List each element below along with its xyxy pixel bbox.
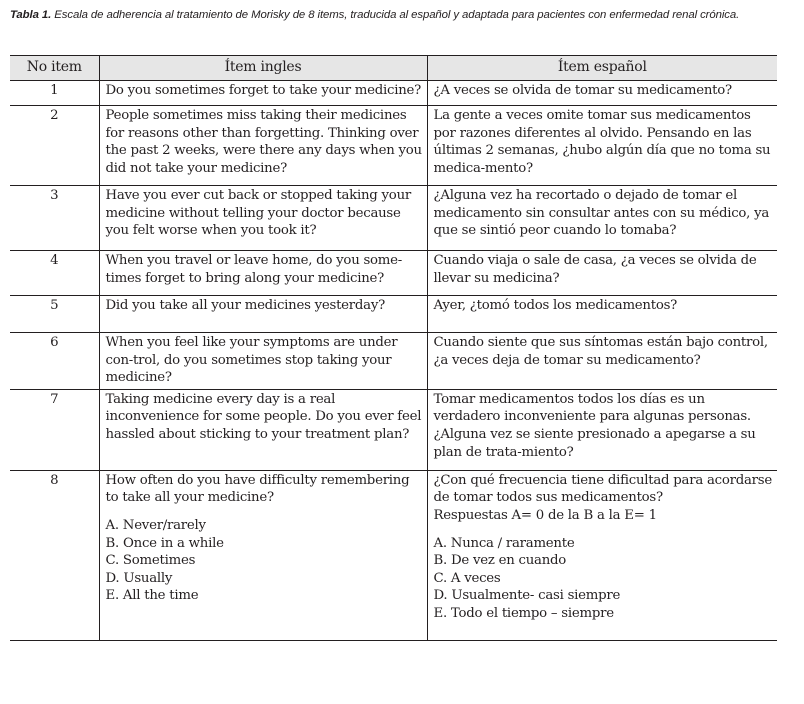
option-a: A. Never/rarely [105, 517, 206, 533]
item-number: 8 [10, 470, 99, 640]
item-spanish: ¿Alguna vez ha recortado o dejado de tomar el medicamento sin consultar antes con su médico, ya que se sintió peor cuando lo tomaba? [427, 186, 777, 251]
option-e: E. Todo el tiempo – siempre [433, 605, 614, 621]
table-row [10, 296, 777, 333]
item-number: 2 [10, 106, 99, 186]
item-spanish: Cuando siente que sus síntomas están bajo control, ¿a veces deja de tomar su medicamento? [427, 333, 777, 390]
item-number: 6 [10, 333, 99, 390]
table-row [10, 251, 777, 296]
item-english: Have you ever cut back or stopped taking your medicine without telling your doctor because you felt worse when you took it? [99, 186, 427, 251]
item-english: Do you sometimes forget to take your medicine? [99, 81, 427, 106]
option-b: B. De vez en cuando [433, 553, 567, 569]
item-spanish: La gente a veces omite tomar sus medicamentos por razones diferentes al olvido. Pensando en las últimas 2 semanas, ¿hubo algún día que no toma su medica-mento? [427, 106, 777, 186]
morisky-scale-table [10, 55, 777, 641]
option-d: D. Usually [105, 570, 173, 586]
item-english: When you travel or leave home, do you some-times forget to bring along your medicine? [99, 251, 427, 296]
table-row [10, 186, 777, 251]
header-item-spanish: Ítem español [427, 56, 777, 81]
table-row [10, 106, 777, 186]
table-row [10, 470, 777, 640]
item-spanish-cell [427, 470, 777, 640]
item-spanish: Ayer, ¿tomó todos los medicamentos? [427, 296, 777, 333]
option-b: B. Once in a while [105, 535, 224, 551]
item-english: Did you take all your medicines yesterday? [99, 296, 427, 333]
item-spanish: ¿A veces se olvida de tomar su medicamento? [427, 81, 777, 106]
table-row [10, 389, 777, 470]
option-c: C. Sometimes [105, 553, 196, 569]
item-english: When you feel like your symptoms are under con-trol, do you sometimes stop taking your medicine? [99, 333, 427, 390]
item-number: 7 [10, 389, 99, 470]
header-item-english: Ítem ingles [99, 56, 427, 81]
scoring-note: Respuestas A= 0 de la B a la E= 1 [433, 507, 657, 523]
item-english: People sometimes miss taking their medicines for reasons other than forgetting. Thinking over the past 2 weeks, were there any days when you did not take your medicine? [99, 106, 427, 186]
table-caption [10, 6, 780, 25]
item-spanish: Tomar medicamentos todos los días es un verdadero inconveniente para algunas personas. ¿Alguna vez se siente presionado a apegarse a su plan de trata-miento? [427, 389, 777, 470]
item-number: 4 [10, 251, 99, 296]
item-spanish: ¿Con qué frecuencia tiene dificultad para acordarse de tomar todos sus medicamentos? [433, 472, 772, 506]
item-english: How often do you have difficulty remembering to take all your medicine? [105, 472, 410, 506]
item-number: 3 [10, 186, 99, 251]
english-options-list [106, 517, 423, 605]
option-d: D. Usualmente- casi siempre [433, 588, 621, 604]
table-row [10, 333, 777, 390]
caption-text: Escala de adherencia al tratamiento de Morisky de 8 items, traducida al español y adaptada para pacientes con enfermedad renal crónica. [51, 9, 740, 21]
option-a: A. Nunca / raramente [433, 535, 575, 551]
item-english: Taking medicine every day is a real inconvenience for some people. Do you ever feel hassled about sticking to your treatment plan? [99, 389, 427, 470]
option-e: E. All the time [105, 588, 199, 604]
table-row [10, 81, 777, 106]
spanish-options-list [434, 535, 774, 623]
option-c: C. A veces [433, 570, 501, 586]
item-number: 1 [10, 81, 99, 106]
header-item-number: No item [10, 56, 99, 81]
item-number: 5 [10, 296, 99, 333]
item-english-cell [99, 470, 427, 640]
header-row [10, 56, 777, 81]
caption-label: Tabla 1. [10, 9, 52, 21]
item-spanish: Cuando viaja o sale de casa, ¿a veces se olvida de llevar su medicina? [427, 251, 777, 296]
